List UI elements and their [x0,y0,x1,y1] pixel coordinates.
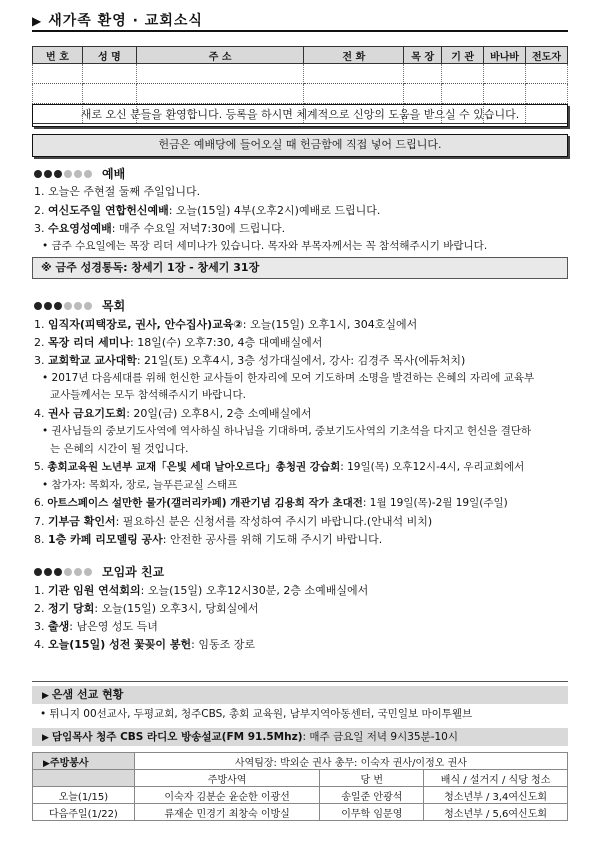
list-item: 3. 수요영성예배: 매주 수요일 저녁7:30에 드립니다. [34,222,286,235]
col-phone: 전 화 [304,47,404,64]
triangle-icon: ▶ [32,14,43,28]
col-barnabas: 바나바 [484,47,526,64]
table-row: 오늘(1/15) 이숙자 김분순 윤순한 이광선 송일준 안광석 청소년부 / 3,4여신도회 [33,787,568,804]
row-date: 오늘(1/15) [33,787,135,804]
worship-heading: 예배 [34,165,125,182]
fellowship-heading: 모임과 친교 [34,563,164,580]
service-heading: ▶주방봉사 [33,753,135,770]
welcome-notice: 새로 오신 분들을 환영합니다. 등록을 하시면 체계적으로 신앙의 도움을 받으실 수 있습니다. [32,104,568,127]
list-item: 1. 오늘은 주현절 둘째 주일입니다. [34,185,201,198]
dots-icon [34,170,94,178]
dots-icon [34,568,94,576]
registration-header-row [33,47,568,64]
table-row [33,770,568,787]
col-evangelist: 전도자 [526,47,568,64]
list-item: 5. 총회교육원 노년부 교재「은빛 세대 날아오르다」총청권 강습회: 19일(목) 오후12시-4시, 우리교회에서 [34,461,525,473]
ministry-heading: 목회 [34,297,125,314]
list-subitem: • 2017년 다음세대를 위해 헌신한 교사들이 한자리에 모여 기도하며 소명을 발견하는 은혜의 자리에 교육부 [42,372,535,384]
list-item: 2. 정기 당회: 오늘(15일) 오후3시, 당회실에서 [34,602,259,615]
title-divider [32,30,568,32]
list-item: 7. 기부금 확인서: 필요하신 분은 신청서를 작성하여 주시기 바랍니다.(안내석 비치) [34,515,433,528]
list-item: 2. 여신도주일 연합헌신예배: 오늘(15일) 4부(오후2시)예배로 드립니다. [34,204,381,217]
table-row [33,753,568,770]
list-subitem: • 참가자: 목회자, 장로, 늘푸른교실 스태프 [42,479,238,491]
service-leaders: 사역팀장: 박외순 권사 총무: 이숙자 권사/이정오 권사 [134,753,567,770]
list-subitem: • 금주 수요일에는 목장 리더 세미나가 있습니다. 목자와 부목자께서는 꼭 참석해주시기 바랍니다. [42,240,488,252]
list-item: 3. 교회학교 교사대학: 21일(토) 오후4시, 3층 성가대실에서, 강사: 김경주 목사(에듀처치) [34,354,466,367]
list-subitem: 교사들께서는 모두 참석해주시기 바랍니다. [50,389,246,401]
row-date: 다음주일(1/22) [33,804,135,821]
table-row: 다음주일(1/22) 류재순 민경기 최창숙 이방실 이무학 임문영 청소년부 / 5,6여신도회 [33,804,568,821]
triangle-icon: ▶ [42,691,49,701]
table-row [33,84,568,104]
col-cell-group: 목 장 [404,47,442,64]
bible-reading-box: ※ 금주 성경통독: 창세기 1장 - 창세기 31장 [32,257,568,279]
page-title: ▶ 새가족 환영 · 교회소식 [32,13,203,29]
offering-notice: 헌금은 예배당에 들어오실 때 헌금함에 직접 넣어 드립니다. [32,134,568,157]
col-name: 성 명 [82,47,136,64]
col-duty: 당 번 [320,770,424,787]
list-item: 2. 목장 리더 세미나: 18일(수) 오후7:30, 4층 대예배실에서 [34,336,323,349]
col-cleaning: 배식 / 설거지 / 식당 청소 [424,770,568,787]
list-item: 3. 출생: 남은영 성도 득녀 [34,620,158,633]
col-address: 주 소 [136,47,304,64]
divider [32,681,568,682]
triangle-icon: ▶ [43,758,50,769]
kitchen-service-table [32,752,568,821]
mission-heading: ▶ 은샘 선교 현황 [32,686,568,704]
triangle-icon: ▶ [42,733,49,743]
list-item: 6. 아트스페이스 설만한 물가(갤러리카페) 개관기념 김용희 작가 초대전: 1월 19일(목)-2월 19일(주일) [34,497,508,509]
col-kitchen: 주방사역 [134,770,320,787]
list-subitem: • 권사님들의 중보기도사역에 역사하실 하나님을 기대하며, 중보기도사역의 기초석을 다지고 헌신을 결단하 [42,425,532,437]
list-item: 8. 1층 카페 리모델링 공사: 안전한 공사를 위해 기도해 주시기 바랍니다. [34,533,383,546]
list-item: 1. 기관 임원 연석회의: 오늘(15일) 오후12시30분, 2층 소예배실에서 [34,584,369,597]
col-number: 번 호 [33,47,83,64]
table-row [33,64,568,84]
list-subitem: 는 은혜의 시간이 될 것입니다. [50,443,189,455]
mission-text: • 튀니지 00선교사, 두평교회, 청주CBS, 총회 교육원, 남부지역아동센터, 국민일보 마이투웰브 [40,708,473,720]
dots-icon [34,302,94,310]
radio-heading: ▶ 담임목사 청주 CBS 라디오 방송설교(FM 91.5Mhz): 매주 금요일 저녁 9시35분-10시 [32,728,568,746]
list-item: 1. 임직자(피택장로, 권사, 안수집사)교육②: 오늘(15일) 오후1시, 304호실에서 [34,318,418,331]
list-item: 4. 권사 금요기도회: 20일(금) 오후8시, 2층 소예배실에서 [34,407,312,420]
col-organization: 기 관 [442,47,484,64]
list-item: 4. 오늘(15일) 성전 꽃꽂이 봉헌: 임동조 장로 [34,638,255,651]
